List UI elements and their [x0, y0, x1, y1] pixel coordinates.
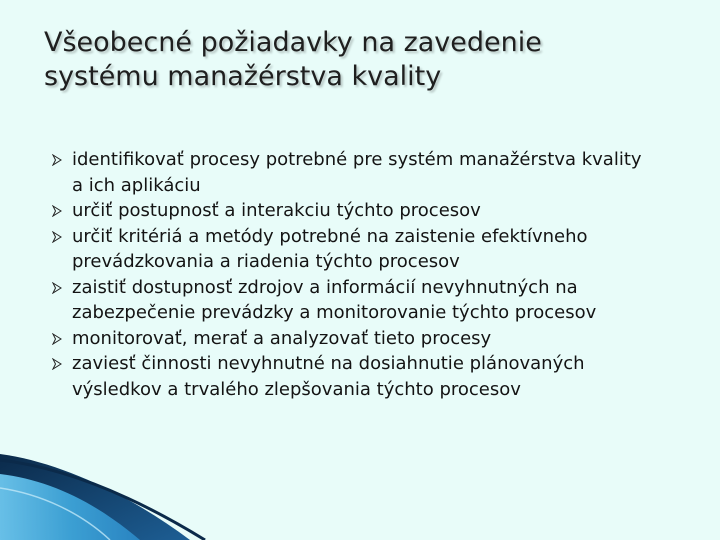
bullet-item: [52, 351, 652, 402]
arrowhead-bullet-icon: [52, 358, 62, 370]
bullet-text: zaistiť dostupnosť zdrojov a informácií nevyhnutných na zabezpečenie prevádzky a monitorovanie týchto procesov: [72, 276, 597, 323]
bullet-item: [52, 147, 652, 198]
arrowhead-bullet-icon: [52, 154, 62, 166]
bullet-item: [52, 275, 652, 326]
bullet-text: identifikovať procesy potrebné pre systém manažérstva kvality a ich aplikáciu: [72, 149, 642, 196]
bullet-text: zaviesť činnosti nevyhnutné na dosiahnutie plánovaných výsledkov a trvalého zlepšovania týchto procesov: [72, 353, 585, 400]
bullet-item: [52, 198, 652, 224]
bullet-text: určiť postupnosť a interakciu týchto procesov: [72, 200, 481, 221]
arrowhead-bullet-icon: [52, 205, 62, 217]
slide-title: [44, 26, 684, 94]
arrowhead-bullet-icon: [52, 231, 62, 243]
slide-title-line-1: Všeobecné požiadavky na zavedenie: [44, 27, 542, 58]
corner-wave-decoration: [0, 440, 720, 540]
slide-title-line-2: systému manažérstva kvality: [44, 61, 442, 92]
arrowhead-bullet-icon: [52, 333, 62, 345]
bullet-list: [52, 147, 652, 402]
bullet-text: určiť kritériá a metódy potrebné na zaistenie efektívneho prevádzkovania a riadenia týchto procesov: [72, 225, 588, 272]
arrowhead-bullet-icon: [52, 282, 62, 294]
bullet-text: monitorovať, merať a analyzovať tieto procesy: [72, 327, 492, 349]
bullet-item: [52, 326, 652, 352]
bullet-item: [52, 224, 652, 275]
